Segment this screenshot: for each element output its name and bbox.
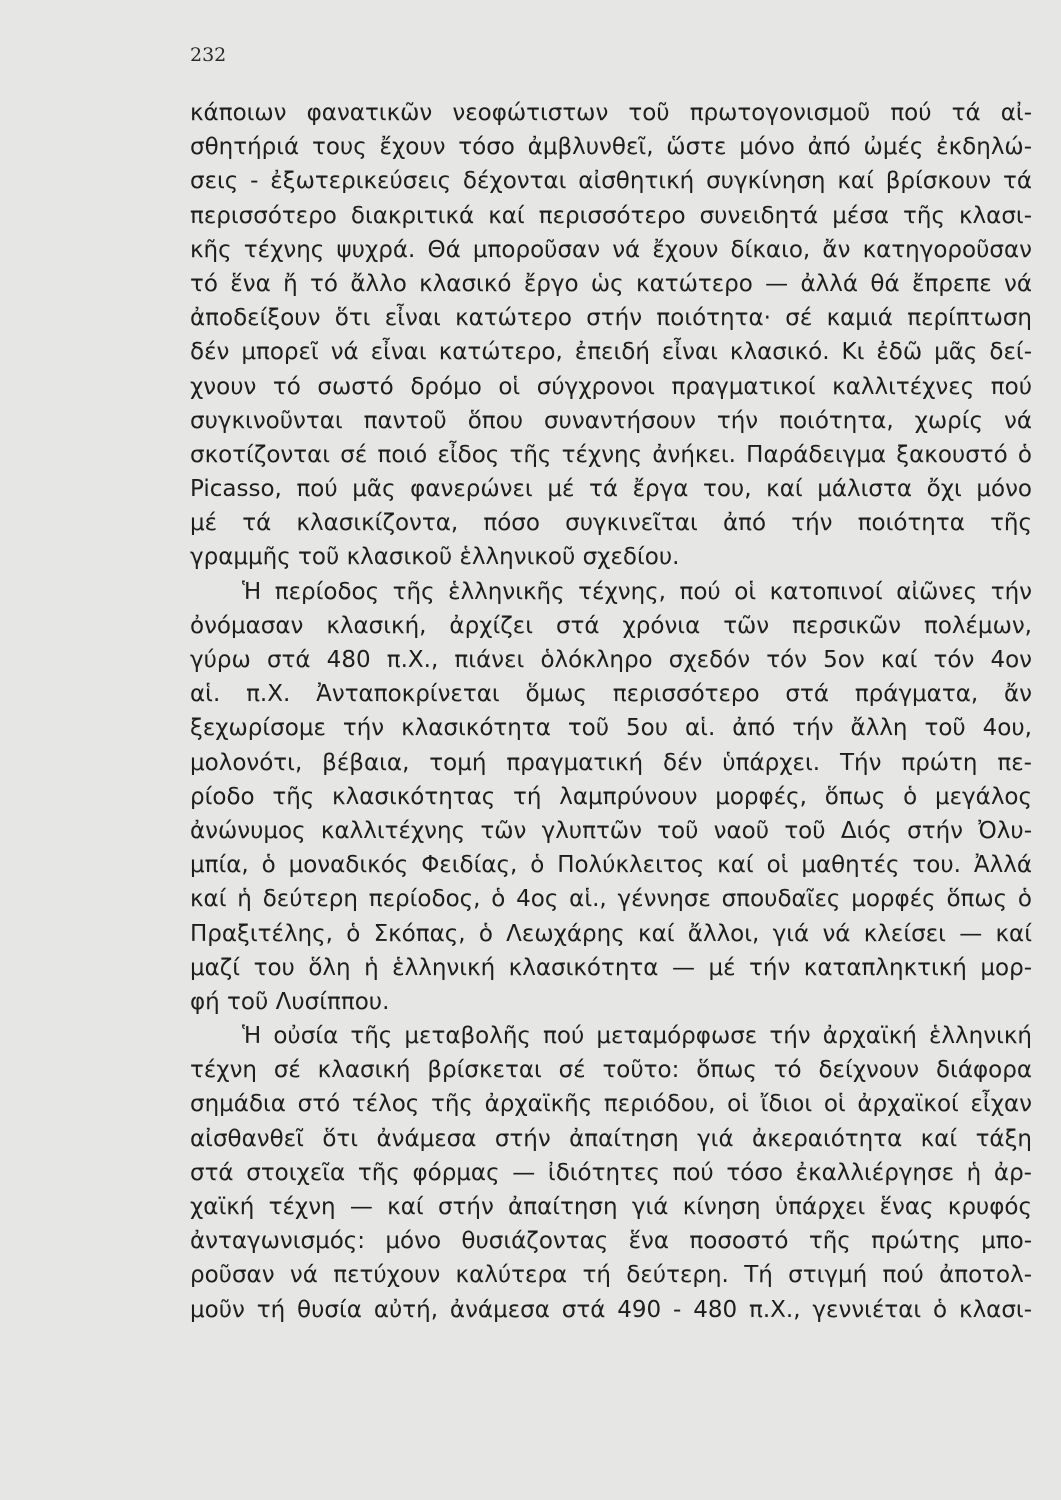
text-line: μέ τά κλασικίζοντα, πόσο συγκινεῖται ἀπό τήν ποιότητα τῆς	[190, 510, 1032, 537]
text-line: τέχνη σέ κλασική βρίσκεται σέ τοῦτο: ὅπως τό δείχνουν διάφορα	[190, 1057, 1032, 1084]
text-line: καί ἡ δεύτερη περίοδος, ὁ 4ος αἱ., γέννησε σπουδαῖες μορφές ὅπως ὁ	[190, 886, 1032, 913]
text-line: μαζί του ὅλη ἡ ἑλληνική κλασικότητα — μέ τήν καταπληκτική μορ-	[190, 954, 1032, 981]
text-line: Πραξιτέλης, ὁ Σκόπας, ὁ Λεωχάρης καί ἄλλοι, γιά νά κλείσει — καί	[190, 920, 1032, 947]
text-line: σεις - ἐξωτερικεύσεις δέχονται αἰσθητική συγκίνηση καί βρίσκουν τά	[190, 168, 1032, 195]
paragraph-1	[190, 96, 1032, 575]
text-line: μοῦν τή θυσία αὐτή, ἀνάμεσα στά 490 - 480 π.Χ., γεννιέται ὁ κλασι-	[190, 1296, 1032, 1323]
text-line: γύρω στά 480 π.Χ., πιάνει ὁλόκληρο σχεδόν τόν 5ον καί τόν 4ον	[190, 647, 1032, 673]
text-line: περισσότερο διακριτικά καί περισσότερο συνειδητά μέσα τῆς κλασι-	[190, 202, 1032, 229]
text-line: ροῦσαν νά πετύχουν καλύτερα τή δεύτερη. Τή στιγμή πού ἀποτολ-	[190, 1262, 1032, 1289]
text-line: συγκινοῦνται παντοῦ ὅπου συναντήσουν τήν ποιότητα, χωρίς νά	[190, 407, 1032, 434]
text-line: αἱ. π.Χ. Ἀνταποκρίνεται ὅμως περισσότερο στά πράγματα, ἄν	[190, 681, 1032, 708]
text-line: ἀνώνυμος καλλιτέχνης τῶν γλυπτῶν τοῦ ναοῦ τοῦ Διός στήν Ὀλυ-	[190, 817, 1032, 844]
paragraph-3	[190, 1019, 1032, 1327]
text-line: δέν μπορεῖ νά εἶναι κατώτερο, ἐπειδή εἶναι κλασικό. Κι ἐδῶ μᾶς δεί-	[190, 339, 1032, 366]
text-line: ἀνταγωνισμός: μόνο θυσιάζοντας ἕνα ποσοστό τῆς πρώτης μπο-	[190, 1228, 1032, 1255]
text-line: μπία, ὁ μοναδικός Φειδίας, ὁ Πολύκλειτος καί οἱ μαθητές του. Ἀλλά	[190, 852, 1032, 879]
text-line: στά στοιχεῖα τῆς φόρμας — ἰδιότητες πού τόσο ἐκαλλιέργησε ἡ ἀρ-	[190, 1159, 1032, 1186]
body-text	[190, 96, 1032, 1327]
text-line: αἰσθανθεῖ ὅτι ἀνάμεσα στήν ἀπαίτηση γιά ἀκεραιότητα καί τάξη	[190, 1125, 1032, 1152]
text-line: γραμμῆς τοῦ κλασικοῦ ἑλληνικοῦ σχεδίου.	[190, 544, 680, 571]
text-line: σθητήριά τους ἔχουν τόσο ἀμβλυνθεῖ, ὥστε μόνο ἀπό ὠμές ἐκδηλώ-	[190, 134, 1032, 161]
text-line: ὀνόμασαν κλασική, ἀρχίζει στά χρόνια τῶν περσικῶν πολέμων,	[190, 612, 1032, 639]
text-line: σημάδια στό τέλος τῆς ἀρχαϊκῆς περιόδου, οἱ ἴδιοι οἱ ἀρχαϊκοί εἶχαν	[190, 1091, 1032, 1118]
text-line: ἀποδείξουν ὅτι εἶναι κατώτερο στήν ποιότητα· σέ καμιά περίπτωση	[190, 305, 1032, 332]
page-number: 232	[190, 44, 227, 66]
text-line: ρίοδο τῆς κλασικότητας τή λαμπρύνουν μορφές, ὅπως ὁ μεγάλος	[190, 783, 1032, 810]
paragraph-2	[190, 575, 1032, 1019]
text-line: χαϊκή τέχνη — καί στήν ἀπαίτηση γιά κίνηση ὑπάρχει ἕνας κρυφός	[190, 1194, 1032, 1220]
text-line: ξεχωρίσομε τήν κλασικότητα τοῦ 5ου αἱ. ἀπό τήν ἄλλη τοῦ 4ου,	[190, 715, 1032, 742]
text-line: Ἡ οὐσία τῆς μεταβολῆς πού μεταμόρφωσε τήν ἀρχαϊκή ἑλληνική	[242, 1023, 1032, 1050]
text-line: Ἡ περίοδος τῆς ἑλληνικῆς τέχνης, πού οἱ κατοπινοί αἰῶνες τήν	[242, 578, 1032, 605]
text-line: μολονότι, βέβαια, τομή πραγματική δέν ὑπάρχει. Τήν πρώτη πε-	[190, 749, 1032, 776]
text-line: τό ἕνα ἤ τό ἄλλο κλασικό ἔργο ὡς κατώτερο — ἀλλά θά ἔπρεπε νά	[190, 270, 1032, 297]
text-line: χνουν τό σωστό δρόμο οἱ σύγχρονοι πραγματικοί καλλιτέχνες πού	[190, 373, 1032, 400]
text-line: σκοτίζονται σέ ποιό εἶδος τῆς τέχνης ἀνήκει. Παράδειγμα ξακουστό ὁ	[190, 441, 1032, 468]
text-line: κῆς τέχνης ψυχρά. Θά μποροῦσαν νά ἔχουν δίκαιο, ἄν κατηγοροῦσαν	[190, 236, 1032, 263]
text-line: Picasso, πού μᾶς φανερώνει μέ τά ἔργα του, καί μάλιστα ὄχι μόνο	[190, 476, 1032, 503]
text-line: κάποιων φανατικῶν νεοφώτιστων τοῦ πρωτογονισμοῦ πού τά αἰ-	[190, 100, 1032, 126]
text-line: φή τοῦ Λυσίππου.	[190, 988, 390, 1015]
